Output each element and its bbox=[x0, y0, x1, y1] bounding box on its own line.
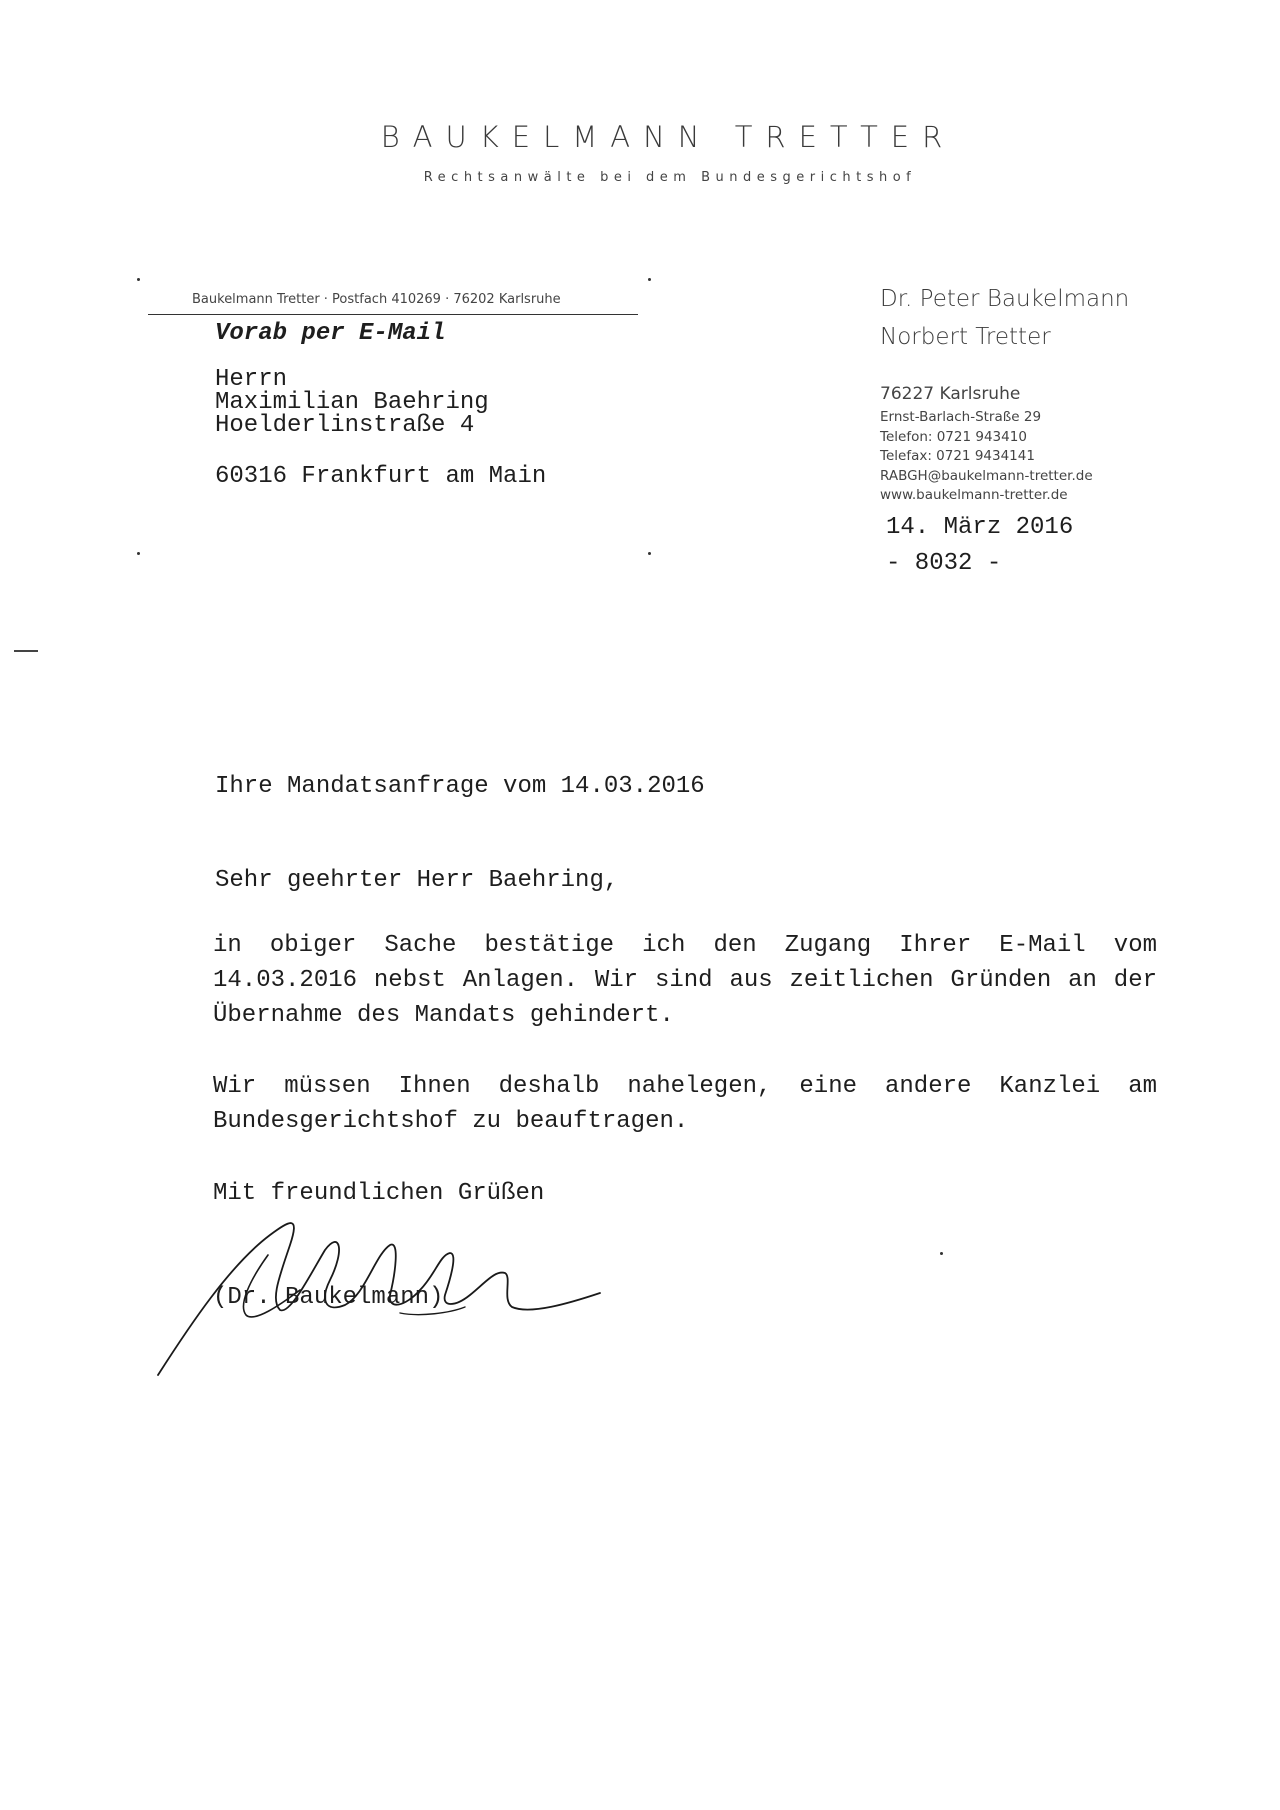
sender-street: Ernst-Barlach-Straße 29 bbox=[880, 409, 1042, 425]
recipient-street: Hoelderlinstraße 4 bbox=[215, 412, 475, 439]
fold-mark bbox=[137, 552, 140, 555]
signer-name: (Dr. Baukelmann) bbox=[213, 1284, 444, 1311]
partner-name: Norbert Tretter bbox=[880, 324, 1051, 350]
recipient-salutation-line: Herrn bbox=[215, 366, 288, 393]
firm-name: BAUKELMANN TRETTER bbox=[380, 120, 956, 154]
delivery-note: Vorab per E-Mail bbox=[215, 320, 446, 347]
salutation: Sehr geehrter Herr Baehring, bbox=[215, 867, 619, 894]
fold-mark bbox=[137, 278, 140, 281]
sender-city: 76227 Karlsruhe bbox=[880, 384, 1021, 404]
letter-date: 14. März 2016 bbox=[886, 514, 1074, 541]
partner-name: Dr. Peter Baukelmann bbox=[880, 286, 1130, 312]
recipient-address bbox=[215, 368, 489, 437]
fold-mark bbox=[648, 278, 651, 281]
recipient-name: Maximilian Baehring bbox=[215, 389, 489, 416]
sender-contact bbox=[880, 408, 1093, 506]
sender-web: www.baukelmann-tretter.de bbox=[880, 487, 1068, 503]
body-paragraph: in obiger Sache bestätige ich den Zugang Ihrer E-Mail vom 14.03.2016 nebst Anlagen. Wir sind aus zeitlichen Gründen an der Übernahme des Mandats gehindert. bbox=[213, 932, 1157, 1029]
return-address-rule bbox=[148, 314, 638, 315]
fold-mark-line bbox=[14, 650, 38, 652]
firm-subtitle: Rechtsanwälte bei dem Bundesgerichtshof bbox=[423, 170, 917, 185]
subject-line: Ihre Mandatsanfrage vom 14.03.2016 bbox=[215, 773, 705, 800]
closing: Mit freundlichen Grüßen bbox=[213, 1180, 545, 1207]
recipient-city: 60316 Frankfurt am Main bbox=[215, 463, 547, 490]
fold-mark bbox=[648, 552, 651, 555]
signature bbox=[150, 1195, 710, 1395]
scan-speck bbox=[940, 1252, 943, 1255]
sender-phone: Telefon: 0721 943410 bbox=[880, 428, 1027, 445]
reference-number: - 8032 - bbox=[886, 550, 1002, 577]
sender-email: RABGH@baukelmann-tretter.de bbox=[880, 467, 1093, 484]
sender-fax: Telefax: 0721 9434141 bbox=[880, 448, 1035, 464]
body-paragraph: Wir müssen Ihnen deshalb nahelegen, eine andere Kanzlei am Bundesgerichtshof zu beauftragen. bbox=[213, 1073, 1157, 1135]
return-address: Baukelmann Tretter · Postfach 410269 · 76202 Karlsruhe bbox=[192, 292, 561, 307]
